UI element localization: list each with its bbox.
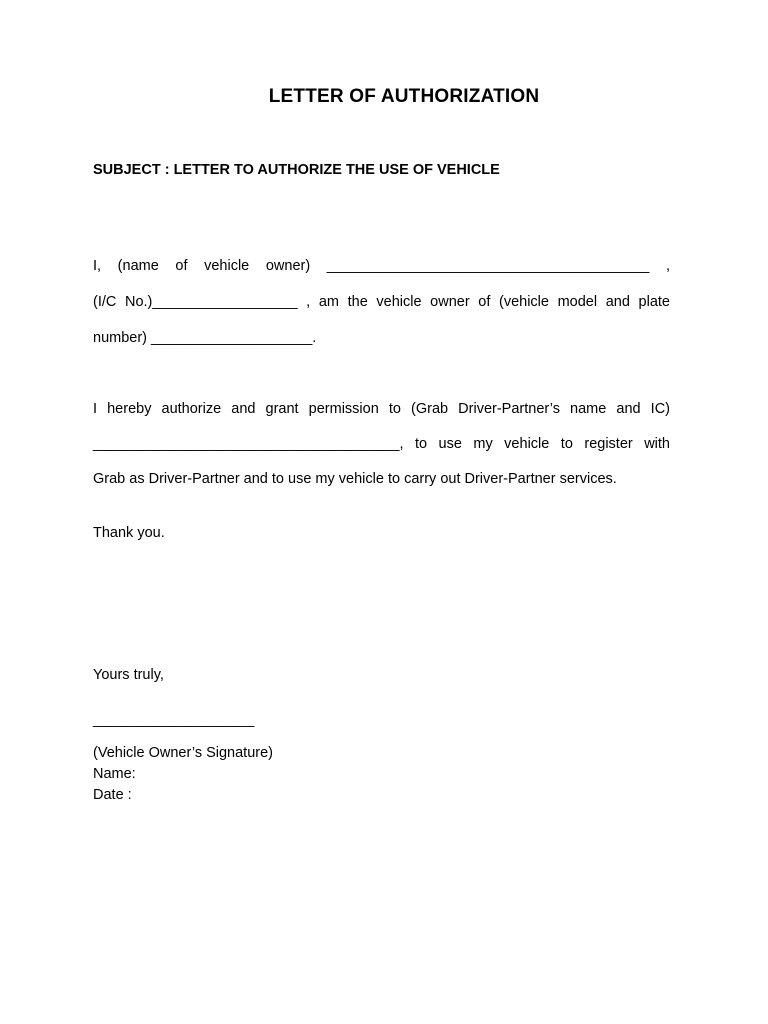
closing-text: Yours truly, xyxy=(93,667,164,683)
thanks-text: Thank you. xyxy=(93,525,165,541)
authorization-line-1: I hereby authorize and grant permission to (Grab Driver-Partner’s name and IC) xyxy=(93,401,670,417)
authorization-line-2: ______________________________________, to use my vehicle to register with xyxy=(93,436,670,452)
plate-number-line: number) ____________________. xyxy=(93,330,317,346)
owner-name-line: I, (name of vehicle owner) ________________________________________ , xyxy=(93,258,670,274)
letter-subject: SUBJECT : LETTER TO AUTHORIZE THE USE OF VEHICLE xyxy=(93,162,500,178)
letter-title: LETTER OF AUTHORIZATION xyxy=(268,86,540,107)
signature-line: ____________________ xyxy=(93,712,255,728)
date-label: Date : xyxy=(93,787,132,803)
name-label: Name: xyxy=(93,766,136,782)
authorization-line-3: Grab as Driver-Partner and to use my vehicle to carry out Driver-Partner services. xyxy=(93,471,617,487)
signature-caption: (Vehicle Owner’s Signature) xyxy=(93,745,273,761)
ic-number-line: (I/C No.)__________________ , am the vehicle owner of (vehicle model and plate xyxy=(93,294,670,310)
